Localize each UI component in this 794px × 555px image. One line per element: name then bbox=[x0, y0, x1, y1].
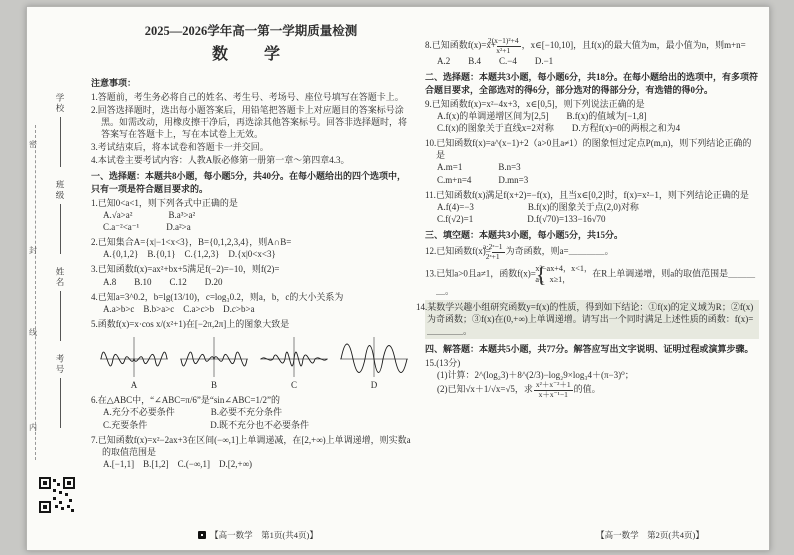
question-12-fraction: $\frac{\text{a·2ˣ−1}}{\text{2ˣ+1}}$ bbox=[482, 242, 503, 261]
footer-page-2 bbox=[535, 529, 765, 541]
field-examno bbox=[54, 354, 66, 428]
question-10-stem: 10.已知函数f(x)=a^(x−1)+2（a>0且a≠1）的图象恒过定点P(m,n)，则下列结论正确的是 bbox=[425, 138, 752, 161]
exam-paper bbox=[26, 6, 770, 551]
notice-item-2: 2.回答选择题时，选出每小题答案后，用铅笔把答题卡上对应题目的答案标号涂黑。如需改动，用橡皮擦干净后，再选涂其他答案标号。回答非选择题时，将答案写在答题卡上，写在本试卷上无效。 bbox=[91, 104, 408, 140]
exam-title: 2025—2026学年高一第一学期质量检测 bbox=[144, 24, 358, 38]
graph-option-d bbox=[337, 333, 411, 379]
publisher-logo bbox=[198, 531, 206, 539]
question-15-head: 15.(13分) bbox=[425, 357, 461, 368]
notice-item-3: 3.考试结束后，将本试卷和答题卡一并交回。 bbox=[91, 142, 269, 153]
question-8-options: A.2 B.4 C.−4 D.−1 bbox=[437, 56, 554, 67]
question-9-options-cd: C.f(x)的图象关于直线x=2对称 D.方程f(x)=0的两根之和为4 bbox=[437, 122, 681, 133]
question-8-stem-pre: 8.已知函数f(x)=x+ bbox=[425, 40, 496, 51]
question-12-post: 为奇函数，则a=＿＿＿＿。 bbox=[505, 246, 614, 257]
question-7-options: A.[−1,1] B.[1,2] C.(−∞,1] D.[2,+∞) bbox=[103, 458, 253, 469]
qr-code bbox=[39, 477, 75, 513]
question-10-options-ab: A.m=1 B.n=3 bbox=[437, 162, 521, 173]
question-13-post: 在R上单调递增，则a的取值范围是＿＿＿＿。 bbox=[436, 268, 756, 296]
section3-header: 三、填空题：本题共3小题，每小题5分，共15分。 bbox=[425, 230, 624, 241]
field-name-label: 姓名 bbox=[55, 267, 65, 288]
question-8 bbox=[425, 37, 759, 67]
section1-header: 一、选择题：本题共8小题，每小题5分，共40分。在每小题给出的四个选项中，只有一项是符合题目要求的。 bbox=[91, 171, 407, 194]
section4-header: 四、解答题：本题共5小题，共77分。解答应写出文字说明、证明过程或演算步骤。 bbox=[425, 343, 754, 354]
field-examno-label: 考号 bbox=[55, 354, 65, 375]
graph-option-c bbox=[257, 333, 331, 379]
question-1 bbox=[91, 197, 411, 233]
field-class-writeline bbox=[60, 204, 61, 254]
subject-title: 数 学 bbox=[211, 45, 290, 63]
question-13-pre: 13.已知a>0且a≠1，函数f(x)= bbox=[425, 268, 536, 279]
notice-item-4: 4.本试卷主要考试内容：人教A版必修第一册第一章～第四章4.3。 bbox=[91, 155, 350, 166]
question-4-options: A.a>b>c B.b>a>c C.a>c>b D.c>b>a bbox=[103, 303, 255, 314]
graph-label-d: D bbox=[370, 380, 378, 391]
field-name bbox=[54, 267, 66, 341]
question-12-stem bbox=[425, 243, 759, 261]
question-9 bbox=[425, 98, 759, 134]
question-8-stem bbox=[425, 37, 759, 55]
question-5-graphs bbox=[97, 333, 411, 379]
question-9-options-ab: A.f(x)的单调递增区间为[2,5] B.f(x)的值域为[−1,8] bbox=[437, 110, 647, 121]
question-15-part2-pre: (2)已知√x＋1/√x=√5，求 bbox=[437, 384, 533, 395]
graph-label-a: A bbox=[130, 380, 138, 391]
question-12 bbox=[425, 243, 759, 261]
right-column bbox=[416, 36, 759, 402]
question-13-stem bbox=[425, 264, 759, 297]
field-name-writeline bbox=[60, 291, 61, 341]
question-11-options-cd: C.f(√2)=1 D.f(√70)=133−16√70 bbox=[437, 213, 606, 224]
question-10 bbox=[425, 137, 759, 186]
question-10-options-cd: C.m+n=4 D.mn=3 bbox=[437, 174, 529, 185]
seal-mark-feng: 封 bbox=[29, 246, 37, 255]
question-14-stem: 14.某数学兴趣小组研究函数y=f(x)的性质，得到如下结论：①f(x)的定义域为R；②f(x)为奇函数；③f(x)在(0,+∞)上单调递增。请写出一个同时满足上述性质的函数：f(x)=＿＿＿＿。 bbox=[425, 300, 759, 338]
question-6-options-cd: C.充要条件 D.既不充分也不必要条件 bbox=[103, 419, 310, 430]
question-3 bbox=[91, 263, 411, 287]
footer-page-1-text: 【高一数学 第1页(共4页)】 bbox=[210, 530, 318, 540]
question-7 bbox=[91, 434, 411, 470]
question-5-stem: 5.函数f(x)=x·cos x/(x²+1)在[−2π,2π]上的图象大致是 bbox=[91, 319, 290, 329]
field-examno-writeline bbox=[60, 378, 61, 428]
question-8-stem-post: ，x∈[−10,10]，且f(x)的最大值为m，最小值为n，则m+n= bbox=[521, 40, 746, 51]
question-8-fraction: $\frac{\text{2(x−1)²+4}}{\text{x²+1}}$ bbox=[487, 36, 519, 55]
question-15-part2 bbox=[425, 381, 759, 399]
question-6-stem: 6.在△ABC中，“∠ABC=π/6”是“sin∠ABC=1/2”的 bbox=[91, 395, 280, 406]
question-11-options-ab: A.f(4)=−3 B.f(x)的图象关于点(2,0)对称 bbox=[437, 201, 639, 212]
question-13-piecewise: x²−ax+4，x<1， aˣ，x≥1， bbox=[535, 264, 593, 284]
left-column bbox=[91, 23, 411, 473]
graph-label-b: B bbox=[210, 380, 217, 391]
question-5 bbox=[91, 318, 411, 391]
question-2 bbox=[91, 236, 411, 260]
seal-mark-xian: 线 bbox=[29, 328, 37, 337]
question-1-stem: 1.已知0<a<1，则下列各式中正确的是 bbox=[91, 197, 238, 208]
question-7-stem: 7.已知函数f(x)=x²−2ax+3在区间(−∞,1]上单调递减，在[2,+∞)上单调递增，则实数a的取值范围是 bbox=[91, 434, 411, 457]
footer-page-2-text: 【高一数学 第2页(共4页)】 bbox=[596, 530, 704, 540]
field-school-label: 学校 bbox=[55, 93, 65, 114]
notice-item-1: 1.答题前，考生务必将自己的姓名、考生号、考场号、座位号填写在答题卡上。 bbox=[91, 91, 404, 102]
question-15-part2-post: 的值。 bbox=[573, 384, 601, 395]
question-4-stem: 4.已知a=3^0.2，b=lg(13/10)，c=log₃0.2，则a，b，c的大小关系为 bbox=[91, 291, 344, 302]
seal-mark-nei: 内 bbox=[29, 423, 37, 432]
question-11-stem: 11.已知函数f(x)满足f(x+2)=−f(x)，且当x∈[0,2]时，f(x)=x²−1，则下列结论正确的是 bbox=[425, 189, 749, 200]
field-class bbox=[54, 180, 66, 254]
question-6-options-ab: A.充分不必要条件 B.必要不充分条件 bbox=[103, 407, 283, 418]
question-15-part1: (1)计算：2^(log₂3)＋8^(2/3)−log₂9×log₃4＋(π−3)⁰； bbox=[437, 369, 634, 380]
graph-option-b bbox=[177, 333, 251, 379]
question-15-fraction: $\frac{\text{x²＋x⁻²＋1}}{\text{x＋x⁻¹−1}}$ bbox=[535, 379, 571, 399]
question-3-stem: 3.已知函数f(x)=ax²+bx+5满足f(−2)=−10，则f(2)= bbox=[91, 264, 280, 275]
question-9-stem: 9.已知函数f(x)=x²−4x+3，x∈[0,5]，则下列说法正确的是 bbox=[425, 98, 645, 109]
question-1-options-cd: C.a⁻²<a⁻¹ D.a²>a bbox=[103, 222, 191, 233]
question-2-options: A.{0,1,2} B.{0,1} C.{1,2,3} D.{x|0<x<3} bbox=[103, 249, 276, 260]
question-6 bbox=[91, 394, 411, 430]
footer-page-1 bbox=[143, 529, 373, 541]
question-11 bbox=[425, 189, 759, 225]
section2-header: 二、选择题：本题共3小题，每小题6分，共18分。在每小题给出的选项中，有多项符合题目要求，全部选对的得6分，部分选对的得部分分，有选错的得0分。 bbox=[425, 72, 759, 95]
field-class-label: 班级 bbox=[55, 180, 65, 201]
question-13 bbox=[425, 264, 759, 297]
question-5-graph-labels bbox=[97, 379, 411, 391]
question-1-options-ab: A.√a>a² B.a³>a² bbox=[103, 209, 196, 220]
field-school-writeline bbox=[60, 117, 61, 167]
student-info-strip bbox=[49, 93, 71, 441]
notice-heading: 注意事项： bbox=[91, 78, 137, 89]
question-4 bbox=[91, 291, 411, 315]
question-2-stem: 2.已知集合A={x|−1<x<3}，B={0,1,2,3,4}，则A∩B= bbox=[91, 237, 292, 248]
seal-mark-mi: 密 bbox=[29, 140, 37, 149]
question-15 bbox=[425, 357, 759, 400]
question-3-options: A.8 B.10 C.12 D.20 bbox=[103, 276, 223, 287]
question-14 bbox=[416, 300, 759, 338]
binding-dashed-line bbox=[35, 125, 36, 460]
question-12-pre: 12.已知函数f(x)= bbox=[425, 246, 491, 257]
field-school bbox=[54, 93, 66, 167]
graph-option-a bbox=[97, 333, 171, 379]
graph-label-c: C bbox=[290, 380, 297, 391]
